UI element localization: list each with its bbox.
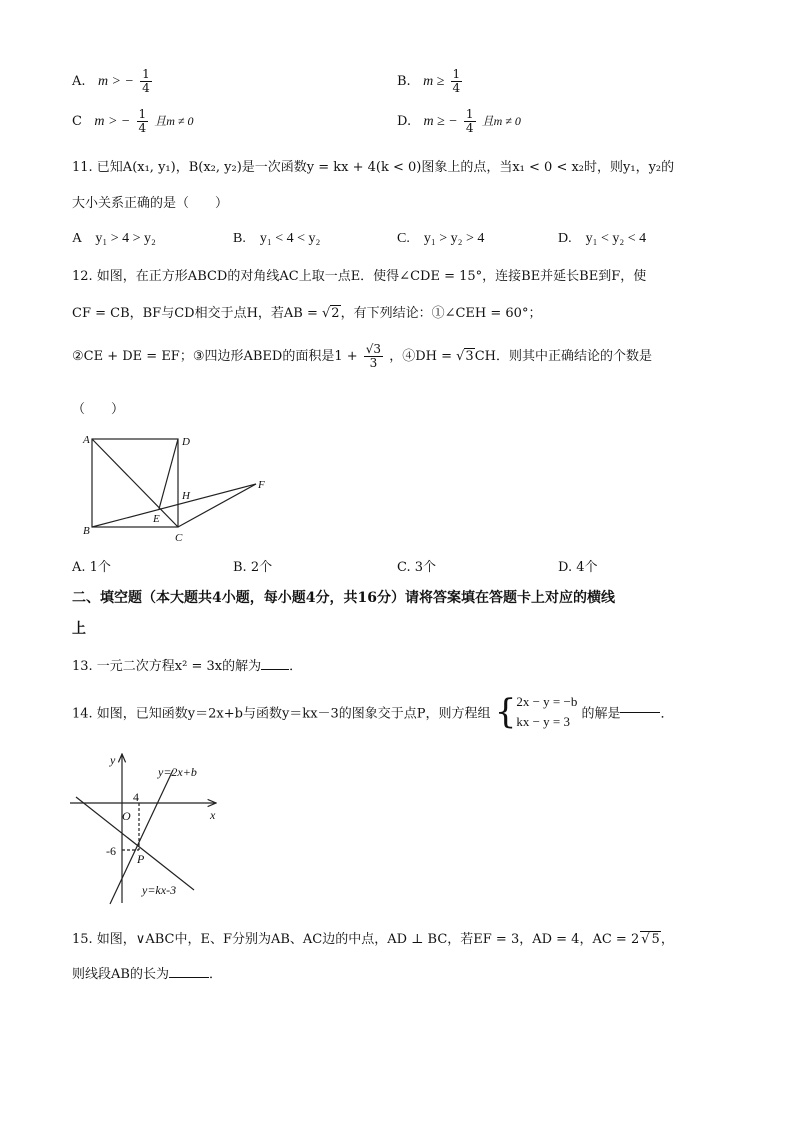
q13-stem: 13. 一元二次方程x² = 3x的解为 ． <box>72 659 303 674</box>
q12-option-b: B. 2个 <box>233 560 273 575</box>
section-heading: 二、填空题（本大题共4小题，每小题4分，共16分）请将答案填在答题卡上对应的横线 <box>72 590 615 606</box>
q15-stem-line2: 则线段AB的长为 ． <box>72 967 222 982</box>
equation-system: 2x − y = −b kx − y = 3 <box>516 694 578 729</box>
label-b: B <box>83 525 90 537</box>
fraction: $\frac{√3}{3}$ <box>365 342 382 370</box>
q14-graph-figure <box>70 748 230 908</box>
q10-option-b: B. m ≥ $\frac{1}{4}$ <box>397 67 461 95</box>
q12-stem-line2: CF = CB，BF与CD相交于点H，若AB = √2，有下列结论：①∠CEH = 60°； <box>72 306 542 321</box>
segment-de <box>159 439 178 509</box>
q12-stem-line1: 12. 如图，在正方形ABCD的对角线AC上取一点E．使得∠CDE = 15°，连接BE并延长BE到F，使 <box>72 269 647 284</box>
label-line1: y=2x+b <box>158 765 197 779</box>
label-f: F <box>258 479 265 491</box>
label-c: C <box>175 532 183 544</box>
q12-option-c: C. 3个 <box>397 560 437 575</box>
q11-option-d: D. y₁ < y₂ < 4 <box>558 231 647 246</box>
label-neg6: -6 <box>106 844 116 858</box>
section-heading-cont: 上 <box>72 621 86 637</box>
q12-stem-line4: （ ） <box>72 402 125 417</box>
fraction: $\frac{1}{4}$ <box>142 67 150 95</box>
q12-option-a: A. 1个 <box>72 560 111 575</box>
system-brace: { <box>494 692 517 732</box>
q11-stem-line2: 大小关系正确的是（ ） <box>72 196 229 211</box>
label-line2: y=kx-3 <box>142 883 177 897</box>
fraction: $\frac{1}{4}$ <box>452 67 461 95</box>
label-h: H <box>182 490 190 502</box>
segment-bf <box>92 484 256 527</box>
q11-option-c: C. y₁ > y₂ > 4 <box>397 231 485 246</box>
q12-square-figure <box>78 430 278 545</box>
q12-stem-line3: ②CE + DE = EF；③四边形ABED的面积是1 + $\frac{√3}{3}$ ，④DH = √3CH．则其中正确结论的个数是 <box>72 342 652 370</box>
label-point-p: P <box>137 852 145 866</box>
q14-stem: 14. 如图，已知函数y＝2x+b与函数y＝kx－3的图象交于点P，则方程组 { 2x − y = −b kx − y = 3 的解是 ． <box>72 692 674 732</box>
diagonal-ac <box>92 439 178 527</box>
q15-stem-line1: 15. 如图，∨ABC中，E、F分别为AB、AC边的中点，AD ⊥ BC，若EF = 3，AD = 4，AC = 2 √ 5， <box>72 932 674 947</box>
q10-option-a: A. m > − $\frac{1}{4}$ <box>72 67 150 95</box>
label-origin: O <box>122 809 131 823</box>
label-y-axis: y <box>110 753 116 767</box>
fraction: $\frac{1}{4}$ <box>465 107 474 135</box>
label-e: E <box>153 513 160 525</box>
label-d: D <box>182 436 190 448</box>
label-four: 4 <box>133 790 139 804</box>
q12-option-d: D. 4个 <box>558 560 598 575</box>
answer-blank[interactable] <box>620 712 660 713</box>
q11-option-b: B. y₁ < 4 < y₂ <box>233 231 321 246</box>
label-a: A <box>83 434 90 446</box>
label-x-axis: x <box>210 808 216 822</box>
q10-option-c: C m > − $\frac{1}{4}$ 且m ≠ 0 <box>72 107 194 135</box>
q11-option-a: A y₁ > 4 > y₂ <box>72 231 156 246</box>
fraction: $\frac{1}{4}$ <box>138 107 147 135</box>
q10-option-d: D. m ≥ − $\frac{1}{4}$ 且m ≠ 0 <box>397 107 521 135</box>
q11-stem-line1: 11. 已知A(x₁, y₁)，B(x₂, y₂)是一次函数y = kx + 4(k < 0)图象上的点，当x₁ < 0 < x₂时，则y₁，y₂的 <box>72 160 675 175</box>
line-y-kx-3 <box>76 797 194 890</box>
answer-blank[interactable] <box>261 669 289 670</box>
answer-blank[interactable] <box>169 977 209 978</box>
